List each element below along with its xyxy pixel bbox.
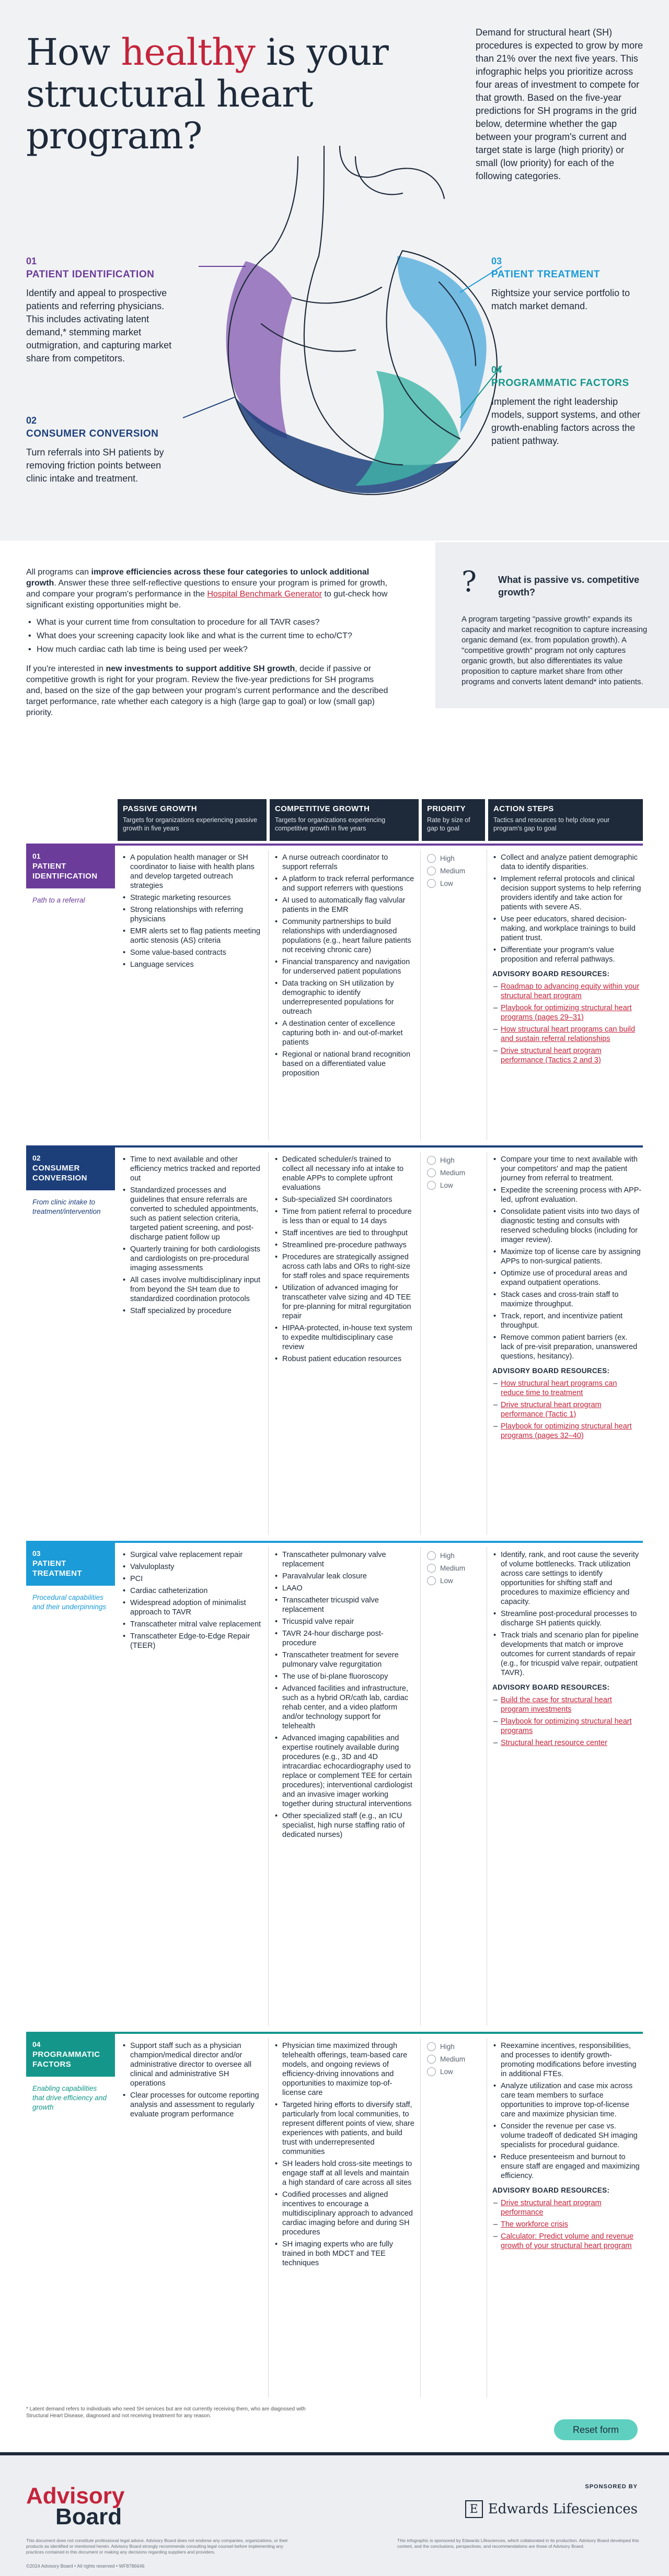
section-name: PROGRAMMATIC FACTORS: [32, 2050, 100, 2069]
action-steps: [492, 1155, 642, 1443]
competitive-target-item: • Data tracking on SH utilization by demographic to identify underrepresented populations for outreach: [274, 979, 414, 1016]
header-priority: PRIORITY Rate by size of gap to goal: [422, 799, 485, 841]
passive-target-item: • Valvuloplasty: [122, 1562, 262, 1572]
priority-option[interactable]: [427, 879, 465, 888]
advisory-board-logo: Advisory Board: [26, 2483, 125, 2530]
competitive-target-item: • Targeted hiring efforts to diversify staff, particularly from local communities, to represent different points of view, share experiences with patients, and build trust with underrepresented communities: [274, 2100, 414, 2157]
category-description: Identify and appeal to prospective patients and referring physicians. This includes activating latent demand,* stemming market outmigration, and capturing market share from competitors.: [26, 288, 172, 364]
passive-growth-targets: [122, 1155, 262, 1318]
resource-link[interactable]: Playbook for optimizing structural heart programs (pages 29–31): [501, 1004, 632, 1022]
heart-chamber-purple: [226, 261, 293, 439]
action-step-item: • Analyze utilization and case mix across care team members to surface opportunities to improve top-of-license care and maximize physician time.: [492, 2081, 642, 2119]
priority-option[interactable]: [427, 2042, 465, 2051]
category-programmatic-factors: [491, 365, 648, 448]
competitive-target-item: • Regional or national brand recognition based on a differentiated value proposition: [274, 1050, 414, 1078]
action-step-item: • Identify, rank, and root cause the severity of volume bottlenecks. Track utilization across care settings to identify opportunities for shifting staff and procedures to maximize efficiency and capacity.: [492, 1550, 642, 1607]
column-divider: [420, 2038, 421, 2398]
competitive-target-item: • Financial transparency and navigation for underserved patient populations: [274, 957, 414, 976]
resource-link[interactable]: Playbook for optimizing structural heart programs (pages 32–40): [501, 1422, 632, 1440]
action-step-item: • Maximize top of license care by assigning APPs to non-surgical patients.: [492, 1247, 642, 1266]
section-label: [26, 1148, 115, 1223]
resource-item: [492, 2198, 642, 2217]
passive-target-item: • Support staff such as a physician champion/medical director and/or administrative director to oversee all clinical and administrative SH operations: [122, 2041, 262, 2088]
passive-target-item: • Strategic marketing resources: [122, 893, 262, 903]
category-description: Implement the right leadership models, support systems, and other growth-enabling factors across the patient pathway.: [491, 396, 641, 446]
passive-target-item: • All cases involve multidisciplinary input from beyond the SH team due to standardized coordination protocols: [122, 1275, 262, 1304]
competitive-target-item: • SH imaging experts who are fully trained in both MDCT and TEE techniques: [274, 2240, 414, 2268]
question-item: • What does your screening capacity look like and what is the current time to echo/CT?: [26, 630, 392, 641]
page-title: How healthy is your structural heart program?: [26, 31, 388, 157]
disclaimer-right: This infographic is sponsored by Edwards Lifesciences, which collaborated in its production. Advisory Board developed this content, and the conclusions, perspectives, and recommendations are those of Advisory Board.: [397, 2538, 639, 2549]
resource-item: [492, 1422, 642, 1441]
section-subtitle: Procedural capabilities and their underpinnings: [32, 1594, 107, 1611]
priority-option-label: Low: [440, 1181, 453, 1189]
competitive-target-item: • Other specialized staff (e.g., an ICU specialist, high nurse staffing ratio of dedicated nurses): [274, 1811, 414, 1840]
section-label: [26, 846, 115, 911]
advisory-resources-list: [492, 1695, 642, 1748]
category-number: 02: [26, 415, 37, 426]
section-label-head: [26, 1543, 115, 1586]
competitive-target-item: • Procedures are strategically assigned across cath labs and ORs to right-size for staff roles and space requirements: [274, 1252, 414, 1281]
instructions-paragraph-2: If you're interested in new investments to support additive SH growth, decide if passive or competitive growth is right for your program. Review the five-year predictions for SH programs and, based on the size of the gap between your program's current performance and the described target performance, rate whether each category is a high (large gap to goal) or low (small gap) priority.: [26, 664, 388, 717]
category-name: CONSUMER CONVERSION: [26, 428, 159, 439]
priority-radio[interactable]: [427, 1168, 436, 1177]
priority-radio[interactable]: [427, 879, 436, 888]
action-step-item: • Expedite the screening process with APP-led, upfront evaluation.: [492, 1186, 642, 1204]
priority-radio[interactable]: [427, 2055, 436, 2064]
competitive-target-item: • LAAO: [274, 1584, 414, 1593]
competitive-target-item: • Physician time maximized through telehealth offerings, team-based care models, and ongoing reviews of efficiency-driving innovations and opportunities to maximize top-of-license care: [274, 2041, 414, 2098]
passive-target-item: • Strong relationships with referring physicians: [122, 905, 262, 924]
action-steps: [492, 2041, 642, 2253]
passive-target-item: • A population health manager or SH coordinator to liaise with health plans and develop targeted outreach strategies: [122, 853, 262, 891]
competitive-target-item: • The use of bi-plane fluoroscopy: [274, 1672, 414, 1681]
competitive-growth-targets: [274, 1155, 414, 1366]
resource-link[interactable]: Drive structural heart program performance (Tactics 2 and 3): [501, 1047, 602, 1064]
resource-item: [492, 1738, 642, 1748]
priority-option[interactable]: [427, 1168, 465, 1177]
instructions-paragraph-1: All programs can improve efficiencies across these four categories to unlock additional growth. Answer these three self-reflective questions to ensure your program is primed for growth, and compare your program's performance in the Hospital Benchmark Generator to gut-check how significant existing opportunities might be.: [26, 568, 388, 610]
priority-option[interactable]: [427, 2067, 465, 2076]
priority-option-label: Low: [440, 2068, 453, 2076]
column-divider: [268, 1547, 269, 2025]
action-step-item: • Differentiate your program's value proposition and referral pathways.: [492, 945, 642, 964]
category-patient-treatment: [491, 256, 648, 313]
resource-link[interactable]: Drive structural heart program performance (Tactic 1): [501, 1401, 602, 1419]
section-label-head: [26, 846, 115, 888]
priority-rating: [427, 1156, 465, 1193]
competitive-target-item: • Dedicated scheduler/s trained to collect all necessary info at intake to enable APPs to complete upfront evaluations: [274, 1155, 414, 1192]
competitive-target-item: • Streamlined pre-procedure pathways: [274, 1240, 414, 1250]
action-step-item: • Stack cases and cross-train staff to maximize throughput.: [492, 1290, 642, 1309]
priority-radio[interactable]: [427, 1181, 436, 1190]
priority-rating: [427, 2042, 465, 2080]
competitive-target-item: • Utilization of advanced imaging for transcatheter valve sizing and 4D TEE for pre-planning for mitral regurgitation repair: [274, 1283, 414, 1321]
disclaimer-left: This document does not constitute professional legal advice. Advisory Board does not endorse any companies, organizations, or their products as identified or mentioned herein. Advisory Board strongly recommends consulting legal counsel before implementing any practices contained in this document or making any decisions regarding suppliers and providers.: [26, 2538, 288, 2555]
column-divider: [268, 1152, 269, 1535]
priority-option-label: Low: [440, 1577, 453, 1585]
passive-target-item: • PCI: [122, 1574, 262, 1584]
category-consumer-conversion: [26, 415, 172, 485]
advisory-resources-list: [492, 2198, 642, 2251]
action-step-item: • Use peer educators, shared decision-making, and workplace trainings to build patient trust.: [492, 915, 642, 943]
priority-option-label: Medium: [440, 1564, 466, 1572]
priority-option-label: High: [440, 1552, 455, 1560]
resource-item: [492, 1717, 642, 1736]
priority-option-label: Low: [440, 880, 453, 887]
resource-link[interactable]: How structural heart programs can build and sustain referral relationships: [501, 1025, 636, 1043]
question-item: • What is your current time from consultation to procedure for all TAVR cases?: [26, 617, 392, 628]
competitive-target-item: • A platform to track referral performance and support referrers with questions: [274, 874, 414, 893]
competitive-target-item: • Transcatheter tricuspid valve replacement: [274, 1596, 414, 1614]
competitive-growth-targets: [274, 2041, 414, 2270]
competitive-target-item: • SH leaders hold cross-site meetings to engage staff at all levels and maintain a high standard of care across all sites: [274, 2159, 414, 2187]
action-step-item: • Track, report, and incentivize patient throughput.: [492, 1312, 642, 1330]
category-name: PATIENT TREATMENT: [491, 269, 600, 280]
category-patient-identification: [26, 256, 183, 365]
section-programmatic-factors: [26, 2032, 643, 2400]
passive-target-item: • Clear processes for outcome reporting analysis and assessment to regularly evaluate program performance: [122, 2091, 262, 2119]
section-number: 03: [32, 1549, 41, 1558]
sidebar-heading: What is passive vs. competitive growth?: [498, 575, 640, 598]
resource-link[interactable]: Build the case for structural heart program investments: [501, 1696, 612, 1714]
competitive-target-item: • Codified processes and aligned incentives to encourage a multidisciplinary approach to advanced cardiac imaging before and during SH procedures: [274, 2190, 414, 2237]
column-divider: [420, 1547, 421, 2025]
resource-item: [492, 2220, 642, 2229]
column-divider: [268, 2038, 269, 2398]
action-step-item: • Collect and analyze patient demographic data to identify disparities.: [492, 853, 642, 872]
section-name: PATIENT IDENTIFICATION: [32, 862, 98, 881]
passive-target-item: • Time to next available and other efficiency metrics tracked and reported out: [122, 1155, 262, 1183]
action-step-item: • Track trials and scenario plan for pipeline developments that match or improve outcomes for current standards of repair (e.g., for tricuspid valve repair, outpatient TAVR).: [492, 1631, 642, 1678]
sponsored-by-label: SPONSORED BY: [585, 2484, 638, 2490]
section-consumer-conversion: [26, 1145, 643, 1537]
section-name: PATIENT TREATMENT: [32, 1559, 82, 1578]
section-patient-treatment: [26, 1541, 643, 2028]
priority-radio[interactable]: [427, 1576, 436, 1585]
action-steps: [492, 853, 642, 1068]
passive-target-item: • EMR alerts set to flag patients meeting aortic stenosis (AS) criteria: [122, 927, 262, 945]
edwards-logo: E Edwards Lifesciences: [465, 2500, 638, 2518]
column-divider: [420, 850, 421, 1140]
passive-target-item: • Transcatheter Edge-to-Edge Repair (TEER): [122, 1632, 262, 1650]
reset-form-button[interactable]: Reset form: [554, 2419, 638, 2440]
section-number: 02: [32, 1154, 41, 1162]
competitive-target-item: • Community partnerships to build relationships with underdiagnosed populations (e.g., heart failure patients not receiving chronic care): [274, 917, 414, 955]
column-divider: [268, 850, 269, 1140]
competitive-target-item: • Sub-specialized SH coordinators: [274, 1195, 414, 1204]
header-action-steps: ACTION STEPS Tactics and resources to help close your program's gap to goal: [488, 799, 643, 841]
priority-radio[interactable]: [427, 867, 436, 875]
priority-option[interactable]: [427, 854, 465, 863]
resource-link[interactable]: Roadmap to advancing equity within your structural heart program: [501, 982, 640, 1000]
priority-option[interactable]: [427, 1156, 465, 1165]
priority-radio[interactable]: [427, 1551, 436, 1560]
section-number: 04: [32, 2040, 41, 2048]
resource-item: [492, 1695, 642, 1714]
priority-option-label: High: [440, 854, 455, 862]
resource-item: [492, 1400, 642, 1419]
passive-target-item: • Language services: [122, 960, 262, 969]
resource-item: [492, 2232, 642, 2251]
section-label: [26, 1543, 115, 1618]
passive-target-item: • Standardized processes and guidelines that ensure referrals are converted to scheduled appointments, such as patient selection criteria, targeted patient screening, and post-discharge patient follow up: [122, 1186, 262, 1242]
heart-illustration: [167, 125, 544, 522]
priority-option[interactable]: [427, 2055, 465, 2064]
hero-section: [0, 0, 669, 541]
resource-item: [492, 1379, 642, 1398]
header-passive-growth: PASSIVE GROWTH Targets for organizations experiencing passive growth in five years: [118, 799, 267, 841]
competitive-target-item: • HIPAA-protected, in-house text system to expedite multidisciplinary case review: [274, 1324, 414, 1352]
priority-radio[interactable]: [427, 1156, 436, 1165]
advisory-resources-label: ADVISORY BOARD RESOURCES:: [492, 1367, 610, 1375]
action-step-item: • Consider the revenue per case vs. volume tradeoff of dedicated SH imaging specialists for procedural guidance.: [492, 2122, 642, 2150]
priority-option-label: Medium: [440, 1169, 466, 1177]
footer: [0, 2452, 669, 2576]
passive-target-item: • Transcatheter mitral valve replacement: [122, 1620, 262, 1629]
priority-rating: [427, 854, 465, 892]
competitive-target-item: • Transcatheter treatment for severe pulmonary valve regurgitation: [274, 1650, 414, 1669]
section-label: [26, 2034, 115, 2118]
section-patient-identification: [26, 844, 643, 1142]
sponsor-block: [465, 2484, 638, 2518]
priority-option-label: High: [440, 1156, 455, 1164]
title-accent: healthy: [121, 31, 255, 74]
footnote: * Latent demand refers to individuals who need SH services but are not currently receiving them, who are diagnosed with Structural Heart Disease, diagnosed and not receiving treatment for any reason.: [26, 2406, 306, 2419]
passive-target-item: • Surgical valve replacement repair: [122, 1550, 262, 1560]
priority-rating: [427, 1551, 465, 1589]
action-step-item: • Reexamine incentives, responsibilities, and processes to identify growth-promoting modifications before investing in additional FTEs.: [492, 2041, 642, 2079]
category-number: 01: [26, 256, 37, 266]
resource-link[interactable]: Playbook for optimizing structural heart programs: [501, 1717, 632, 1735]
competitive-growth-targets: [274, 853, 414, 1081]
competitive-target-item: • Paravalvular leak closure: [274, 1572, 414, 1581]
competitive-target-item: • A destination center of excellence capturing both in- and out-of-market patients: [274, 1019, 414, 1047]
copyright: ©2024 Advisory Board • All rights reserved • WF8786646: [26, 2563, 145, 2569]
competitive-target-item: • Transcatheter pulmonary valve replacement: [274, 1550, 414, 1569]
section-label-head: [26, 2034, 115, 2077]
sidebar-body: A program targeting "passive growth" expands its capacity and market recognition to capture increasing organic demand (ex. from population growth). A "competitive growth" program not only captures organic growth, but also differentiates its value proposition to capture market share from other programs and converts latent demand* into patients.: [462, 615, 648, 686]
competitive-target-item: • Robust patient education resources: [274, 1354, 414, 1364]
section-subtitle: From clinic intake to treatment/intervention: [32, 1198, 101, 1215]
question-item: • How much cardiac cath lab time is being used per week?: [26, 644, 392, 655]
self-reflective-questions: [26, 617, 392, 655]
edwards-mark-icon: E: [465, 2500, 483, 2518]
advisory-resources-list: [492, 982, 642, 1065]
category-description: Turn referrals into SH patients by removing friction points between clinic intake and treatment.: [26, 447, 164, 484]
resource-link[interactable]: Drive structural heart program performance: [501, 2199, 602, 2217]
instructions: [26, 567, 392, 724]
section-name: CONSUMER CONVERSION: [32, 1164, 87, 1182]
resource-link[interactable]: Structural heart resource center: [501, 1739, 607, 1747]
priority-radio[interactable]: [427, 2042, 436, 2051]
table-header: [26, 799, 643, 841]
advisory-resources-label: ADVISORY BOARD RESOURCES:: [492, 2186, 610, 2194]
question-mark-icon: ?: [462, 565, 477, 598]
priority-option-label: Medium: [440, 2055, 466, 2063]
category-name: PROGRAMMATIC FACTORS: [491, 378, 629, 389]
passive-growth-targets: [122, 1550, 262, 1653]
section-subtitle: Path to a referral: [32, 896, 85, 904]
priority-option[interactable]: [427, 1181, 465, 1190]
competitive-target-item: • Advanced imaging capabilities and expertise routinely available during procedures (e.g., 3D and 4D intracardiac echocardiography used to replace or complement TEE for certain procedures); interventional cardiologist and an invasive imager working together during structural interventions: [274, 1734, 414, 1809]
resource-link[interactable]: The workforce crisis: [501, 2220, 568, 2229]
competitive-target-item: • TAVR 24-hour discharge post-procedure: [274, 1629, 414, 1648]
action-step-item: • Consolidate patient visits into two days of diagnostic testing and consults with reserved scheduling blocks (including for imager review).: [492, 1207, 642, 1245]
priority-radio[interactable]: [427, 1564, 436, 1573]
competitive-target-item: • Staff incentives are tied to throughput: [274, 1228, 414, 1238]
resource-item: [492, 982, 642, 1001]
passive-target-item: • Staff specialized by procedure: [122, 1306, 262, 1316]
competitive-target-item: • Tricuspid valve repair: [274, 1617, 414, 1626]
priority-option[interactable]: [427, 1576, 465, 1585]
passive-target-item: • Cardiac catheterization: [122, 1586, 262, 1596]
resource-link[interactable]: Calculator: Predict volume and revenue growth of your structural heart program: [501, 2232, 633, 2250]
category-number: 04: [491, 365, 502, 375]
passive-target-item: • Some value-based contracts: [122, 948, 262, 957]
resource-link[interactable]: How structural heart programs can reduce time to treatment: [501, 1379, 617, 1397]
resource-item: [492, 1025, 642, 1044]
priority-radio[interactable]: [427, 854, 436, 863]
passive-growth-targets: [122, 853, 262, 972]
passive-target-item: • Quarterly training for both cardiologists and cardiologists on pre-procedural imaging assessments: [122, 1245, 262, 1273]
priority-option[interactable]: [427, 1551, 465, 1560]
benchmark-generator-link[interactable]: Hospital Benchmark Generator: [207, 590, 322, 599]
action-step-item: • Optimize use of procedural areas and expand outpatient operations.: [492, 1269, 642, 1287]
action-step-item: • Implement referral protocols and clinical decision support systems to help referring providers identify and take action for patients with severe AS.: [492, 874, 642, 912]
passive-growth-targets: [122, 2041, 262, 2122]
priority-option-label: High: [440, 2043, 455, 2051]
advisory-resources-list: [492, 1379, 642, 1441]
section-subtitle: Enabling capabilities that drive efficiency and growth: [32, 2085, 107, 2111]
advisory-resources-label: ADVISORY BOARD RESOURCES:: [492, 1683, 610, 1691]
competitive-target-item: • A nurse outreach coordinator to support referrals: [274, 853, 414, 872]
competitive-growth-targets: [274, 1550, 414, 1842]
competitive-target-item: • Advanced facilities and infrastructure, such as a hybrid OR/cath lab, cardiac rehab center, and a video platform and/or technology support for telehealth: [274, 1684, 414, 1731]
priority-option[interactable]: [427, 1564, 465, 1573]
category-description: Rightsize your service portfolio to match market demand.: [491, 288, 630, 311]
action-step-item: • Reduce presenteeism and burnout to ensure staff are engaged and maximizing efficiency.: [492, 2152, 642, 2181]
category-name: PATIENT IDENTIFICATION: [26, 269, 155, 280]
section-number: 01: [32, 852, 41, 860]
resource-item: [492, 1046, 642, 1065]
header-competitive-growth: COMPETITIVE GROWTH Targets for organizations experiencing competitive growth in five years: [270, 799, 419, 841]
resource-item: [492, 1003, 642, 1022]
priority-option-label: Medium: [440, 867, 466, 875]
competitive-target-item: • Time from patient referral to procedure is less than or equal to 14 days: [274, 1207, 414, 1226]
passive-target-item: • Widespread adoption of minimalist approach to TAVR: [122, 1598, 262, 1617]
section-label-head: [26, 1148, 115, 1190]
intro-text: Demand for structural heart (SH) procedures is expected to grow by more than 21% over the next five years. This infographic helps you prioritize across four areas of investment to compete for that growth. Based on the five-year predictions for SH programs in the grid below, determine whether the gap between your program's current and target state is large (high priority) or small (low priority) for each of the following categories.: [476, 27, 643, 181]
category-number: 03: [491, 256, 502, 266]
action-steps: [492, 1550, 642, 1750]
priority-option[interactable]: [427, 867, 465, 875]
column-divider: [420, 1152, 421, 1535]
priority-radio[interactable]: [427, 2067, 436, 2076]
competitive-target-item: • AI used to automatically flag valvular patients in the EMR: [274, 896, 414, 915]
passive-vs-competitive-sidebar: [435, 542, 669, 708]
advisory-resources-label: ADVISORY BOARD RESOURCES:: [492, 970, 610, 978]
action-step-item: • Streamline post-procedural processes to discharge SH patients quickly.: [492, 1609, 642, 1628]
action-step-item: • Compare your time to next available with your competitors' and map the patient journey from referral to treatment.: [492, 1155, 642, 1183]
action-step-item: • Remove common patient barriers (ex. lack of pre-visit preparation, unanswered questions, hesitancy).: [492, 1333, 642, 1361]
